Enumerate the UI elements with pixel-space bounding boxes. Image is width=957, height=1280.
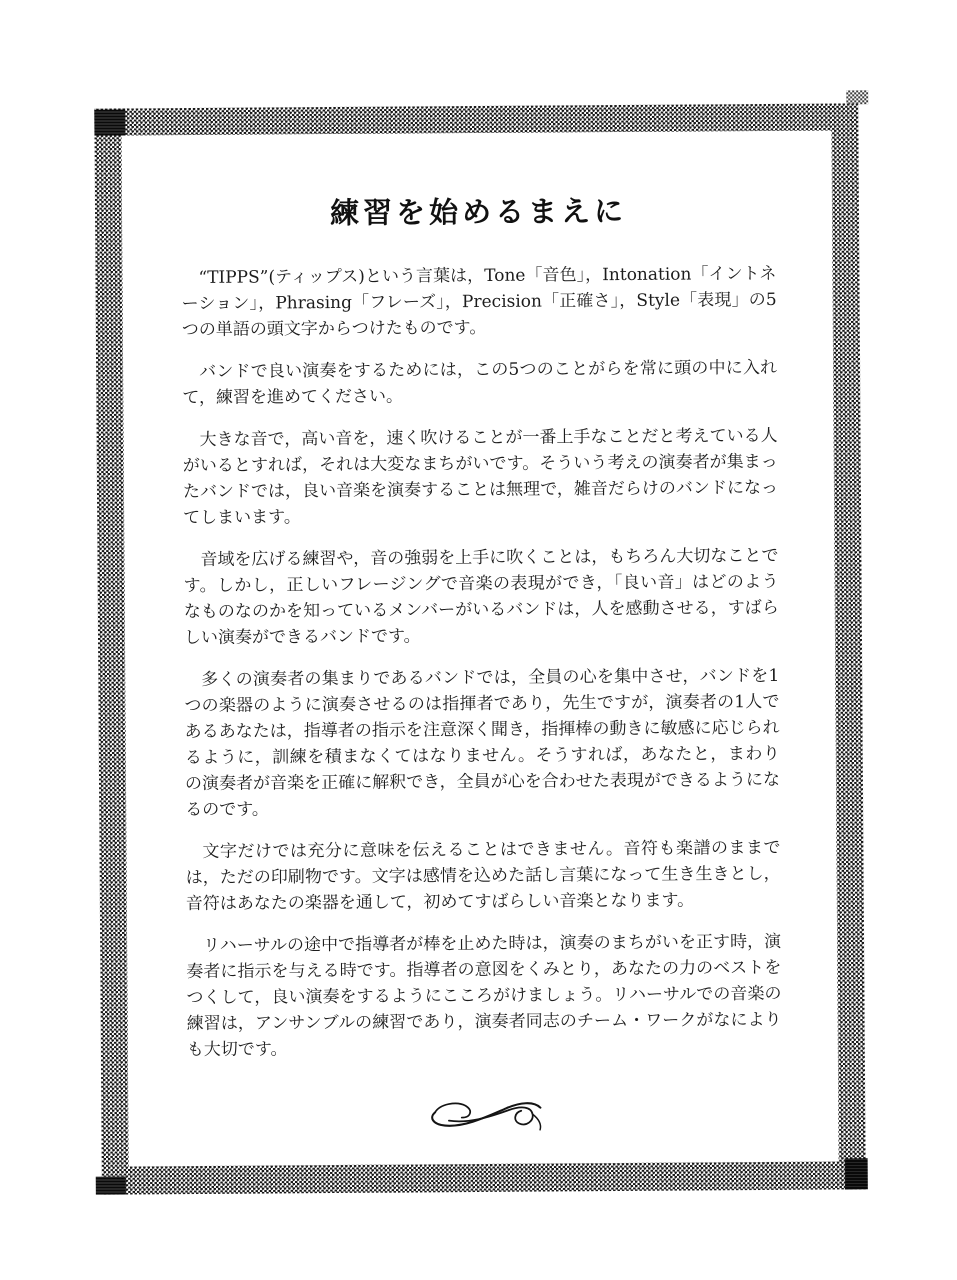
paragraph-rehearsal-teamwork: リハーサルの途中で指導者が棒を止めた時は，演奏のまちがいを正す時，演奏者に指示を与える時です。指導者の意図をくみとり，あなたの力のベストをつくして，良い演奏をするようにこころがけましょう。リハーサルでの音楽の練習は，アンサンブルの練習であり，演奏者同志のチーム・ワークがなによりも大切です。: [186, 931, 782, 1061]
page-title: 練習を始めるまえに: [329, 193, 628, 231]
paragraph-phrasing-good-tone: 音域を広げる練習や，音の強弱を上手に吹くことは，もちろん大切なことです。しかし，正しいフレージングで音楽の表現ができ，「良い音」はどのようなものなのかを知っているメンバーがいるバンドは，人を感動させる，すばらしい演奏ができるバンドです。: [183, 545, 779, 649]
paragraph-letters-and-notes: 文字だけでは充分に意味を伝えることはできません。音符も楽譜のままでは，ただの印刷物です。文字は感情を込めた話し言葉になって生き生きとし，音符はあなたの楽器を通して，初めてすばらしい音楽となります。: [185, 837, 781, 915]
paragraph-keep-in-mind: バンドで良い演奏をするためには，この5つのことがらを常に頭の中に入れて，練習を進めてください。: [182, 357, 778, 409]
flourish-ornament: [187, 1087, 782, 1147]
frame-corner-bottom-right: [845, 1158, 868, 1189]
frame-corner-top-left: [94, 109, 125, 135]
page-content: [181, 188, 783, 1147]
paragraph-loud-fast-mistake: 大きな音で，高い音を，速く吹けることが一番上手なことだと考えている人がいるとすれば，それは大変なまちがいです。そういう考えの演奏者が集まったバンドでは，良い音楽を演奏することは無理で，雑音だらけのバンドになってしまいます。: [182, 425, 779, 529]
scan-smudge-top-right: [846, 90, 868, 104]
paragraph-conductor-training: 多くの演奏者の集まりであるバンドでは，全員の心を集中させ，バンドを1つの楽器のように演奏させるのは指揮者であり，先生ですが，演奏者の1人であるあなたは，指導者の指示を注意深く聞き，指揮棒の動きに敏感に応じられるように，訓練を積まなくてはなりません。そうすれば，あなたと，まわりの演奏者が音楽を正確に解釈でき，全員が心を合わせた表現ができるようになるのです。: [184, 665, 781, 821]
calligraphic-swirl-icon: [421, 1089, 549, 1142]
paragraph-tipps-definition: “TIPPS”(ティップス)という言葉は，Tone「音色」，Intonation「イントネーション」，Phrasing「フレーズ」，Precision「正確さ」，Style「表現」の5つの単語の頭文字からつけたものです。: [181, 263, 777, 341]
frame-corner-bottom-left: [96, 1176, 126, 1194]
